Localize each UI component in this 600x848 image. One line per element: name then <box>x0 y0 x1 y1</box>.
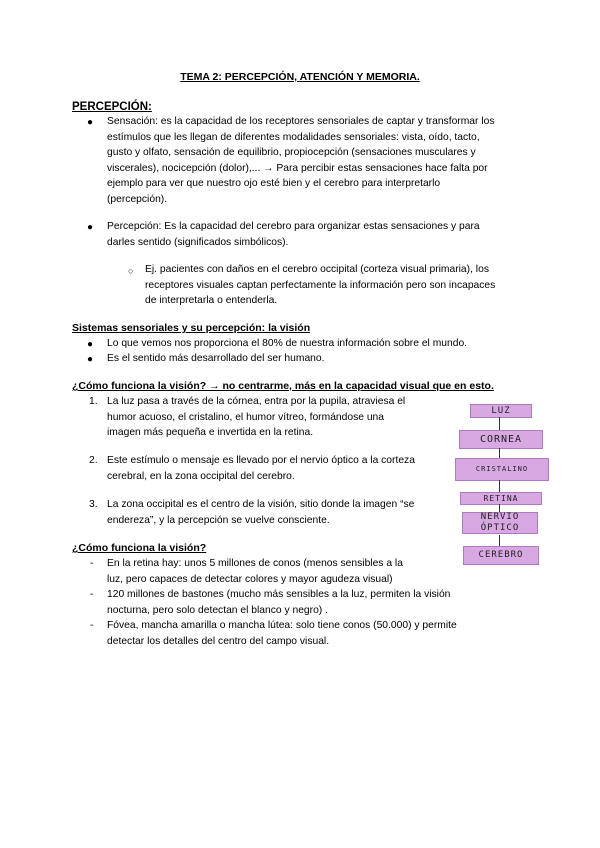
flow-box-retina: RETINA <box>460 492 542 505</box>
text-line: humor acuoso, el cristalino, el humor vítreo, formándose una <box>107 411 385 423</box>
subbullet-ejemplo <box>145 262 545 309</box>
list-item-luz <box>107 394 447 441</box>
text-line: Percepción: Es la capacidad del cerebro para organizar estas sensaciones y para <box>107 221 480 232</box>
bullet-dot: ● <box>87 222 94 233</box>
flow-box-nervio-optico: NERVIO ÓPTICO <box>462 512 538 534</box>
text-line: Ej. pacientes con daños en el cerebro occipital (corteza visual primaria), los <box>145 264 489 275</box>
text-line: Sensación: es la capacidad de los receptores sensoriales de captar y transformar los <box>107 116 495 127</box>
heading-sistemas-sensoriales: Sistemas sensoriales y su percepción: la visión <box>72 322 311 334</box>
text-line: darles sentido (significados simbólicos). <box>107 236 289 248</box>
text-line: La luz pasa a través de la córnea, entra por la pupila, atraviesa el <box>107 396 406 407</box>
document-title: TEMA 2: PERCEPCIÓN, ATENCIÓN Y MEMORIA. <box>180 71 420 83</box>
text-line: cerebral, en la zona occipital del cerebro. <box>107 470 295 482</box>
text-line: endereza”, y la percepción se vuelve consciente. <box>107 514 330 526</box>
flow-box-luz: LUZ <box>470 404 532 418</box>
text-line: luz, pero capaces de detectar colores y mayor agudeza visual) <box>107 573 393 585</box>
flow-box-cerebro: CEREBRO <box>463 546 539 565</box>
flow-box-cristalino: CRISTALINO <box>455 458 549 481</box>
flow-connector <box>499 417 500 430</box>
list-item-zona-occipital <box>107 497 447 528</box>
bullet-sensacion <box>107 114 547 207</box>
text-line: estímulos que les llegan de diferentes modalidades sensoriales: vista, oído, tacto, <box>107 131 480 143</box>
list-item-estimulo <box>107 453 447 484</box>
text-line: (percepción). <box>107 193 168 205</box>
heading-percepcion: PERCEPCIÓN: <box>72 101 152 113</box>
bullet-sentido-desarrollado: Es el sentido más desarrollado del ser humano. <box>107 353 325 364</box>
text-line: La zona occipital es el centro de la visión, sitio donde la imagen “se <box>107 499 415 510</box>
text-line: imagen más pequeña e invertida en la retina. <box>107 427 314 438</box>
flow-connector <box>499 480 500 492</box>
dash-bullet: - <box>90 589 94 600</box>
list-number: 1. <box>89 396 98 407</box>
text-line: 120 millones de bastones (mucho más sensibles a la luz, permiten la visión <box>107 589 451 600</box>
flow-connector <box>499 535 500 546</box>
bullet-dot: ● <box>87 354 94 365</box>
bullet-dot: ● <box>87 117 94 128</box>
text-line: de interpretarla o entenderla. <box>145 295 278 306</box>
dash-bullet: - <box>90 558 94 569</box>
dash-bullet: - <box>90 620 94 631</box>
list-number: 2. <box>89 455 98 466</box>
text-line: gusto y olfato, sensación de equilibrio, propiocepción (sensaciones musculares y <box>107 147 476 158</box>
subbullet-circle: ○ <box>128 266 134 276</box>
text-line: receptores visuales captan perfectamente la información pero son incapaces <box>145 279 496 291</box>
text-line: viscerales), nocicepción (dolor),... → Para percibir estas sensaciones hace falta por <box>107 162 488 174</box>
item-bastones <box>107 587 527 618</box>
text-line: detectar los detalles del centro del campo visual. <box>107 635 330 647</box>
text-line: Este estímulo o mensaje es llevado por el nervio óptico a la corteza <box>107 455 415 466</box>
flow-connector <box>499 504 500 512</box>
text-line: nocturna, pero solo detectan el blanco y negro) . <box>107 604 328 616</box>
item-retina-conos <box>107 556 467 587</box>
text-line: ejemplo para ver que nuestro ojo esté bien y el cerebro para interpretarlo <box>107 178 441 189</box>
text-line: Fóvea, mancha amarilla o mancha lútea: solo tiene conos (50.000) y permite <box>107 620 457 631</box>
flow-connector <box>499 448 500 458</box>
bullet-dot: ● <box>87 339 94 350</box>
bullet-percepcion <box>107 219 547 250</box>
item-fovea <box>107 618 527 649</box>
text-line: En la retina hay: unos 5 millones de conos (menos sensibles a la <box>107 558 403 569</box>
bullet-80-percent: Lo que vemos nos proporciona el 80% de nuestra información sobre el mundo. <box>107 338 468 349</box>
heading-como-funciona-vision-2: ¿Cómo funciona la visión? <box>72 542 207 554</box>
heading-como-funciona-vision-1: ¿Cómo funciona la visión? → no centrarme, más en la capacidad visual que en esto. <box>72 380 494 392</box>
flow-box-cornea: CORNEA <box>459 430 543 449</box>
list-number: 3. <box>89 499 98 510</box>
